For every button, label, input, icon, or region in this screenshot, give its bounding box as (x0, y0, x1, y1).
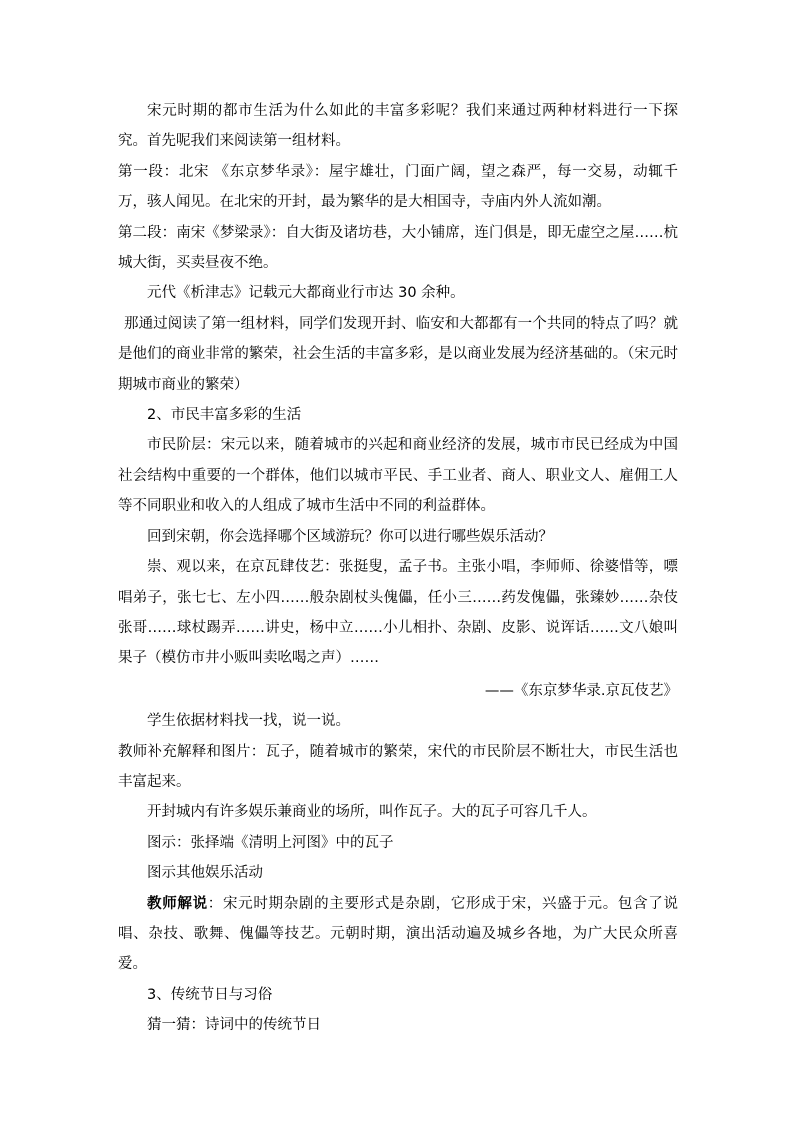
paragraph-material-1: 第一段：北宋 《东京梦华录》：屋宇雄壮，门面广阔，望之森严，每一交易，动辄千万，骇人闻见。在北宋的开封，最为繁华的是大相国寺，寺庙内外人流如潮。 (118, 163, 678, 211)
figure-caption-2: 图示其他娱乐活动 (147, 865, 263, 882)
figure-caption-1: 图示：张择端《清明上河图》中的瓦子 (147, 834, 394, 851)
paragraph-guess: 猜一猜：诗词中的传统节日 (147, 1017, 321, 1034)
paragraph-quote: 崇、观以来，在京瓦肆伎艺：张挺叟，孟子书。主张小唱，李师师、徐婆惜等，嘌唱弟子，张七七、左小四……般杂剧杖头傀儡，任小三……药发傀儡，张臻妙……杂伎张哥……球杖踢弄……讲史，杨中立……小儿相扑、杂剧、皮影、说诨话……文八娘叫果子（模仿市井小贩叫卖吆喝之声）…… (118, 559, 678, 667)
teacher-explanation-label: 教师解说 (147, 895, 208, 912)
paragraph-material-3: 元代《析津志》记载元大都商业行市达 30 余种。 (147, 285, 465, 302)
paragraph-material-2: 第二段：南宋《梦梁录》：自大街及诸坊巷，大小铺席，连门俱是，即无虚空之屋……杭城大街，买卖昼夜不绝。 (118, 224, 678, 272)
section-heading-3: 3、传统节日与习俗 (147, 986, 273, 1003)
paragraph-teacher-supplement: 教师补充解释和图片：瓦子，随着城市的繁荣，宋代的市民阶层不断壮大，市民生活也丰富起来。 (118, 743, 678, 790)
document-page (118, 96, 678, 1041)
teacher-explanation-text: ：宋元时期杂剧的主要形式是杂剧，它形成于宋，兴盛于元。包含了说唱、杂技、歌舞、傀儡等技艺。元朝时期，演出活动遍及城乡各地，为广大民众所喜爱。 (118, 895, 678, 973)
paragraph-student-activity: 学生依据材料找一找，说一说。 (147, 713, 350, 730)
paragraph-wazi: 开封城内有许多娱乐兼商业的场所，叫作瓦子。大的瓦子可容几千人。 (147, 804, 597, 821)
paragraph-intro: 宋元时期的都市生活为什么如此的丰富多彩呢？我们来通过两种材料进行一下探究。首先呢我们来阅读第一组材料。 (118, 103, 678, 150)
paragraph-summary: 那通过阅读了第一组材料，同学们发现开封、临安和大都都有一个共同的特点了吗？就是他们的商业非常的繁荣，社会生活的丰富多彩，是以商业发展为经济基础的。（宋元时期城市商业的繁荣） (118, 315, 678, 393)
quote-source: ——《东京梦华录.京瓦伎艺》 (484, 682, 678, 699)
paragraph-citizen-class: 市民阶层：宋元以来，随着城市的兴起和商业经济的发展，城市市民已经成为中国社会结构中重要的一个群体，他们以城市平民、手工业者、商人、职业文人、雇佣工人等不同职业和收入的人组成了城市生活中不同的利益群体。 (118, 437, 678, 515)
paragraph-teacher-explanation (118, 889, 678, 980)
section-heading-2: 2、市民丰富多彩的生活 (147, 407, 302, 424)
paragraph-question: 回到宋朝，你会选择哪个区域游玩？你可以进行哪些娱乐活动？ (147, 528, 553, 545)
